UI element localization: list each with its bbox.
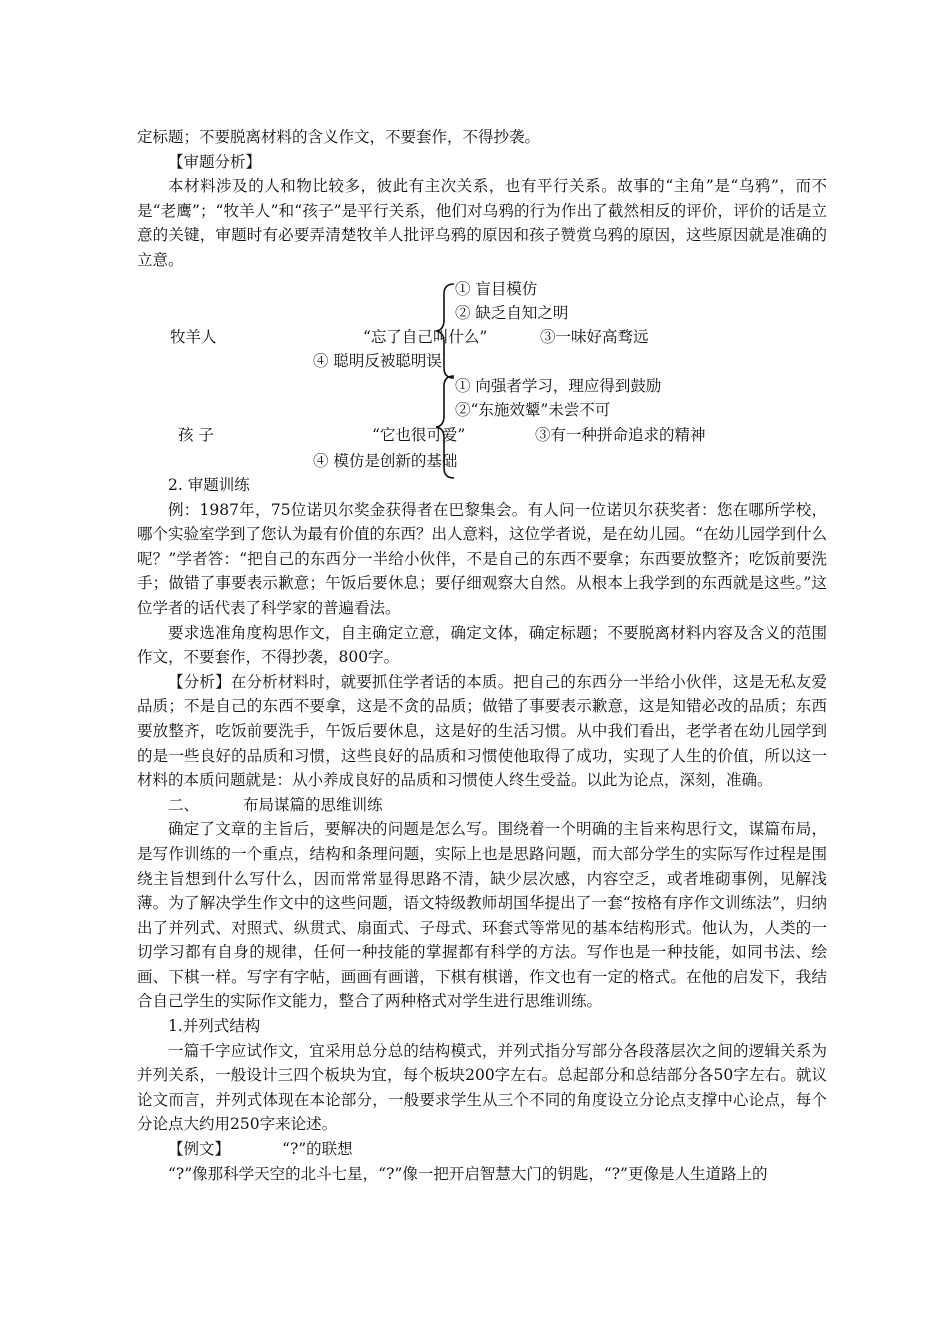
section-number: 二、 — [168, 795, 200, 814]
bottom-section — [137, 473, 827, 1186]
branch-item: ③有一种拼命追求的精神 — [535, 426, 706, 444]
example-heading — [137, 1137, 827, 1162]
branch-item: ④ 聪明反被聪明误 — [313, 352, 442, 370]
analysis-detail-paragraph: 【分析】在分析材料时，就要抓住学者话的本质。把自己的东西分一半给小伙伴，这是无私友爱品质；不是自己的东西不要拿，这是不贪的品质；做错了事要表示歉意，这是知错必改的品质；东西要放整齐，吃饭前要洗手，午饭后要休息，这是好的生活习惯。从中我们看出，老学者在幼儿园学到的是一些良好的品质和习惯，这些良好的品质和习惯使他取得了成功，实现了人生的价值，所以这一材料的本质问题就是：从小养成良好的品质和习惯使人终生受益。以此为论点，深刻，准确。 — [137, 672, 827, 790]
layout-paragraph: 确定了文章的主旨后，要解决的问题是怎么写。围绕着一个明确的主旨来构思行文，谋篇布局，是写作训练的一个重点，结构和条理问题，实际上也是思路问题，而大部分学生的实际写作过程是围绕主旨想到什么写什么，因而常常显得思路不清，缺少层次感，内容空乏，或者堆砌事例，见解浅薄。为了解决学生作文中的这些问题，语文特级教师胡国华提出了一套“按格有序作文训练法”，归纳出了并列式、对照式、纵贯式、扇面式、子母式、环套式等常见的基本结构形式。他认为，人类的一切学习都有自身的规律，任何一种技能的掌握都有科学的方法。写作也是一种技能，如同书法、绘画、下棋一样。写字有字帖，画画有画谱，下棋有棋谱，作文也有一定的格式。在他的启发下，我结合自己学生的实际作文能力，整合了两种格式对学生进行思维训练。 — [137, 820, 827, 1011]
branch-item: ② 缺乏自知之明 — [455, 304, 569, 322]
example-paragraph: 例：1987年，75位诺贝尔奖金获得者在巴黎集会。有人问一位诺贝尔获奖者：您在哪所学校，哪个实验室学到了您认为最有价值的东西？出人意料，这位学者说，是在幼儿园。“在幼儿园学到什么呢？”学者答：“把自己的东西分一半给小伙伴，不是自己的东西不要拿；东西要放整齐；吃饭前要洗手；做错了事要表示歉意；午饭后要休息；要仔细观察大自然。从根本上我学到的东西就是这些。”这位学者的话代表了科学家的普遍看法。 — [137, 500, 827, 617]
section-heading-parallel: 1.并列式结构 — [168, 1017, 261, 1036]
branch-item: ③一味好高骛远 — [540, 328, 649, 346]
branch-item: ① 向强者学习，理应得到鼓励 — [455, 377, 662, 395]
branch-item: ②“东施效颦”未尝不可 — [455, 401, 611, 419]
requirement-paragraph: 要求选准角度构思作文，自主确定立意，确定文体，确定标题；不要脱离材料内容及含义的范围作文，不要套作，不得抄袭，800字。 — [137, 623, 827, 667]
branch-item: ① 盲目模仿 — [455, 280, 538, 298]
diagram-quote: “忘了自己叫什么” — [363, 328, 488, 346]
diagram-quote: “它也很可爱” — [372, 426, 466, 444]
top-section — [137, 125, 827, 273]
example-text-paragraph: “?”像那科学天空的北斗七星，“?”像一把开启智慧大门的钥匙，“?”更像是人生道路上的 — [168, 1164, 768, 1183]
parallel-paragraph: 一篇千字应试作文，宜采用总分总的结构模式，并列式指分写部分各段落层次之间的逻辑关系为并列关系，一般设计三四个板块为宜，每个板块200字左右。总起部分和总结部分各50字左右。就议论文而言，并列式体现在本论部分，一般要求学生从三个不同的角度设立分论点支撑中心论点，每个分论点大约用250字来论述。 — [137, 1041, 827, 1134]
diagram-subject: 孩 子 — [178, 426, 214, 444]
branch-item: ④ 模仿是创新的基础 — [313, 452, 458, 470]
example-label: 【例文】 — [168, 1140, 231, 1159]
section-title: 布局谋篇的思维训练 — [243, 795, 383, 814]
section-heading-layout — [137, 793, 827, 818]
diagram-subject: 牧羊人 — [170, 328, 217, 346]
example-title: “?”的联想 — [282, 1140, 353, 1159]
analysis-paragraph: 本材料涉及的人和物比较多，彼此有主次关系，也有平行关系。故事的“主角”是“乌鸦”，而不是“老鹰”；“牧羊人”和“孩子”是平行关系，他们对乌鸦的行为作出了截然相反的评价，评价的话是立意的关键，审题时有必要弄清楚牧羊人批评乌鸦的原因和孩子赞赏乌鸦的原因，这些原因就是准确的立意。 — [137, 177, 827, 269]
section-heading-training: 2. 审题训练 — [168, 476, 250, 494]
continuation-line: 定标题；不要脱离材料的含义作文，不要套作，不得抄袭。 — [137, 128, 541, 146]
section-heading-analysis: 【审题分析】 — [168, 152, 262, 171]
